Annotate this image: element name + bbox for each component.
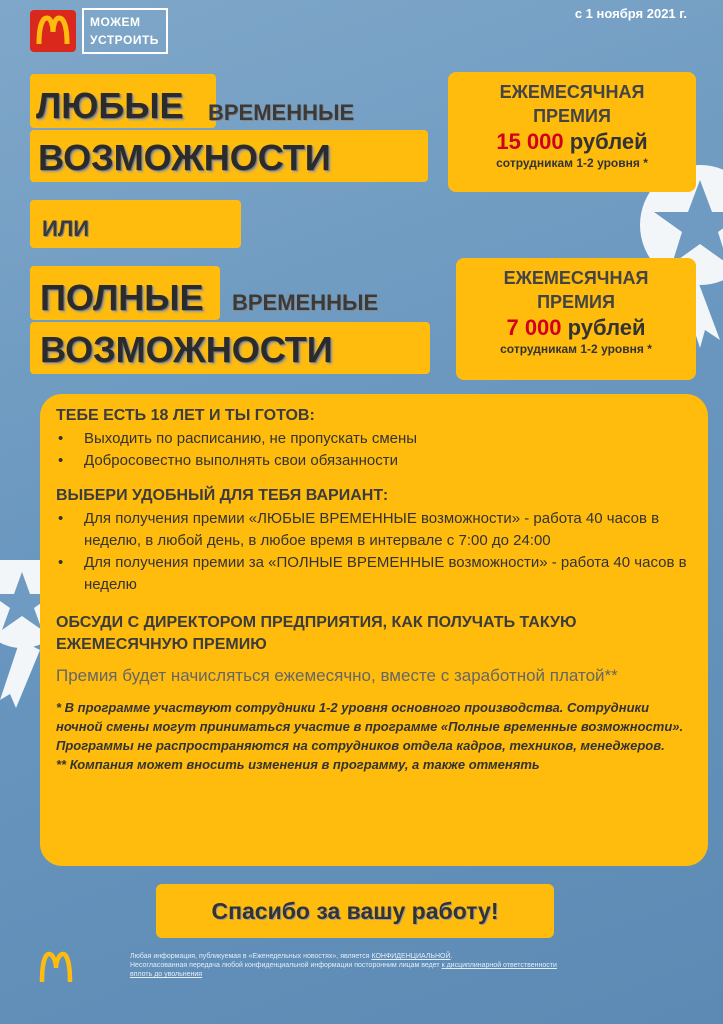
list-item: • Выходить по расписанию, не пропускать смены: [56, 428, 694, 450]
section-heading: ВЫБЕРИ УДОБНЫЙ ДЛЯ ТЕБЯ ВАРИАНТ:: [56, 487, 389, 504]
bonus-amount-value: 7 000: [506, 315, 562, 340]
list-item: • Для получения премии «ЛЮБЫЕ ВРЕМЕННЫЕ возможности» - работа 40 часов в неделю, в любой день, в любое время в интервале с 7:00 до 24:00: [56, 508, 694, 552]
bonus-box-15000: [448, 72, 696, 192]
bonus-currency: рублей: [567, 315, 646, 340]
program2-title-main: ПОЛНЫЕ: [40, 277, 204, 318]
bonus-amount-value: 15 000: [496, 129, 564, 154]
section-heading: ОБСУДИ С ДИРЕКТОРОМ ПРЕДПРИЯТИЯ, КАК ПОЛУЧАТЬ ТАКУЮ ЕЖЕМЕСЯЧНУЮ ПРЕМИЮ: [56, 614, 577, 653]
list-item: • Добросовестно выполнять свои обязанности: [56, 450, 694, 472]
section-heading: ТЕБЕ ЕСТЬ 18 ЛЕТ И ТЫ ГОТОВ:: [56, 407, 315, 424]
requirements-list: [56, 428, 694, 472]
footnote-1: * В программе участвуют сотрудники 1-2 уровня основного производства. Сотрудники ночной смены могут приниматься участие в программе «Полные временные возможности». Программы не распространяются на сотрудников отдела кадров, техников, менеджеров.: [56, 700, 684, 753]
legal-text: Любая информация, публикуемая в «Еженедельных новостях», является: [130, 953, 372, 960]
footnote-2: ** Компания может вносить изменения в программу, а также отменять: [56, 757, 540, 772]
options-list: [56, 508, 694, 596]
thanks-banner: Спасибо за вашу работу!: [156, 884, 554, 938]
payment-note: Премия будет начисляться ежемесячно, вместе с заработной платой**: [56, 666, 618, 685]
legal-text: .: [450, 953, 453, 960]
bonus-line1: ЕЖЕМЕСЯЧНАЯ: [499, 82, 645, 102]
bonus-line2: ПРЕМИЯ: [537, 292, 615, 312]
slogan-line2: УСТРОИТЬ: [90, 33, 159, 47]
bonus-box-7000: [456, 258, 696, 380]
legal-link[interactable]: КОНФИДЕНЦИАЛЬНОЙ: [371, 953, 451, 960]
effective-date: с 1 ноября 2021 г.: [574, 6, 687, 21]
list-item: • Для получения премии за «ПОЛНЫЕ ВРЕМЕННЫЕ возможности» - работа 40 часов в неделю: [56, 552, 694, 596]
legal-text: Несогласованная передача любой конфиденциальной информации посторонним лицам ведет: [130, 962, 442, 969]
program2-title-second: ВОЗМОЖНОСТИ: [40, 329, 333, 370]
golden-arches-icon: [36, 950, 76, 984]
program2-title-sub: ВРЕМЕННЫЕ: [232, 290, 379, 315]
conditions-panel: [40, 394, 708, 866]
mcdonalds-logo: [30, 10, 76, 52]
slogan-badge: [82, 8, 168, 54]
golden-arches-icon: [30, 10, 76, 52]
bonus-currency: рублей: [569, 129, 648, 154]
legal-disclaimer: [130, 952, 670, 979]
bonus-line2: ПРЕМИЯ: [533, 106, 611, 126]
bonus-amount: [448, 128, 696, 156]
program1-title-main: ЛЮБЫЕ: [36, 85, 184, 126]
bonus-note: сотрудникам 1-2 уровня *: [500, 342, 652, 356]
slogan-line1: МОЖЕМ: [90, 15, 141, 29]
program1-title-sub: ВРЕМЕННЫЕ: [208, 100, 355, 125]
program1-title-second: ВОЗМОЖНОСТИ: [38, 137, 331, 178]
bonus-line1: ЕЖЕМЕСЯЧНАЯ: [503, 268, 649, 288]
legal-link[interactable]: вплоть до увольнения: [130, 971, 203, 978]
or-label: ИЛИ: [42, 216, 90, 241]
legal-link[interactable]: к дисциплинарной ответственности: [441, 962, 557, 969]
bonus-note: сотрудникам 1-2 уровня *: [496, 156, 648, 170]
bonus-amount: [456, 314, 696, 342]
